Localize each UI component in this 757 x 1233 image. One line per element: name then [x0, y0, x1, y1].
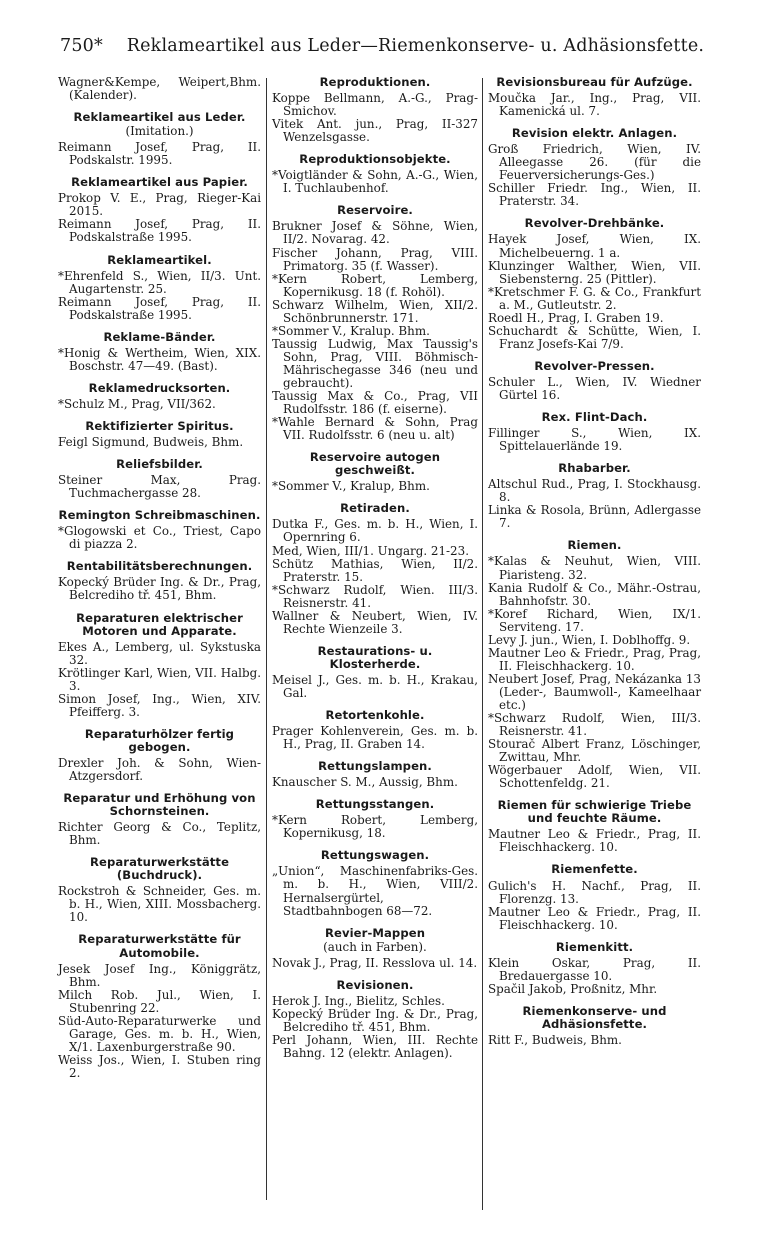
directory-entry: Gulich's H. Nachf., Prag, II. Florenzg. 13.	[488, 878, 701, 906]
section-heading: Riemenfette.	[551, 862, 638, 877]
directory-entry: Reimann Josef, Prag, II. Podskalstraße 1995.	[58, 294, 261, 322]
column-divider	[482, 78, 483, 1210]
section-heading: Rettungswagen.	[320, 848, 430, 863]
section-heading: Reproduktionen.	[319, 75, 431, 89]
directory-entry: Meisel J., Ges. m. b. H., Krakau, Gal.	[272, 672, 478, 700]
directory-entry: Taussig Max & Co., Prag, VII Rudolfsstr. 186 (f. eiserne).	[272, 389, 478, 417]
directory-entry: Prager Kohlenverein, Ges. m. b. H., Prag, II. Graben 14.	[272, 724, 478, 752]
directory-entry: Steiner Max, Prag. Tuchmachergasse 28.	[58, 473, 261, 501]
directory-entry: Fillinger S., Wien, IX. Spittelauerlände 19.	[488, 426, 701, 454]
section-heading: Remington Schreibmaschinen.	[58, 508, 261, 523]
directory-entry: Simon Josef, Ing., Wien, XIV. Pfeifferg. 3.	[58, 691, 261, 719]
directory-entry: „Union“, Maschinenfabriks-Ges. m. b. H., Wien, VIII/2. Hernalsergürtel, Stadtbahnbogen 68—72.	[272, 864, 478, 918]
directory-entry: Reimann Josef, Prag, II. Podskalstr. 1995.	[58, 140, 261, 168]
directory-entry: Feigl Sigmund, Budweis, Bhm.	[58, 435, 244, 450]
directory-entry: Jesek Josef Ing., Königgrätz, Bhm.	[58, 961, 261, 989]
directory-entry: *Kalas & Neuhut, Wien, VIII. Piaristeng. 32.	[488, 554, 701, 582]
directory-entry: Klein Oskar, Prag, II. Bredauergasse 10.	[488, 955, 701, 983]
directory-entry: *Kretschmer F. G. & Co., Frankfurt a. M., Gutleutstr. 2.	[488, 284, 701, 312]
section-heading: Reparaturwerkstätte für Automobile.	[78, 932, 241, 960]
column-2	[272, 76, 478, 1216]
directory-entry: *Kern Robert, Lemberg, Kopernikusg. 18 (f. Rohöl).	[272, 271, 478, 299]
directory-entry: Süd-Auto-Reparaturwerke und Garage, Ges. m. b. H., Wien, X/1. Laxenburgerstraße 90.	[58, 1013, 261, 1054]
section-subheading: (auch in Farben).	[323, 939, 427, 954]
section-heading: Reproduktionsobjekte.	[299, 152, 451, 167]
directory-entry: Richter Georg & Co., Teplitz, Bhm.	[58, 820, 261, 848]
section-heading: Revisionen.	[336, 977, 414, 992]
section-heading: Revisionsbureau für Aufzüge.	[496, 75, 693, 89]
directory-entry: Altschul Rud., Prag, I. Stockhausg. 8.	[488, 477, 701, 505]
section-heading: Revolver-Pressen.	[534, 358, 655, 373]
directory-entry: Schuchardt & Schütte, Wien, I. Franz Josefs-Kai 7/9.	[488, 323, 701, 351]
directory-entry: Linka & Rosola, Brünn, Adlergasse 7.	[488, 503, 701, 531]
directory-entry: Kopecký Brüder Ing. & Dr., Prag, Belcrediho tř. 451, Bhm.	[272, 1006, 478, 1034]
directory-entry: Brukner Josef & Söhne, Wien, II/2. Novarag. 42.	[272, 219, 478, 247]
directory-entry: Kopecký Brüder Ing. & Dr., Prag, Belcrediho tř. 451, Bhm.	[58, 575, 261, 603]
directory-entry: *Sommer V., Kralup. Bhm.	[272, 323, 430, 338]
section-heading: Revolver-Drehbänke.	[524, 216, 665, 231]
directory-entry: Wögerbauer Adolf, Wien, VII. Schottenfeldg. 21.	[488, 763, 701, 791]
directory-entry: *Honig & Wertheim, Wien, XIX. Boschstr. 47—49. (Bast).	[58, 345, 261, 373]
section-heading: Rex. Flint-Dach.	[541, 410, 648, 425]
directory-entry: *Koref Richard, Wien, IX/1. Serviteng. 17.	[488, 606, 701, 634]
directory-entry: Wallner & Neubert, Wien, IV. Rechte Wienzeile 3.	[272, 608, 478, 636]
directory-entry: Reimann Josef, Prag, II. Podskalstraße 1995.	[58, 217, 261, 245]
section-heading: Reparaturhölzer fertig gebogen.	[84, 726, 235, 754]
section-heading: Riemenkitt.	[555, 939, 634, 954]
directory-entry: Drexler Joh. & Sohn, Wien-Atzgersdorf.	[58, 755, 261, 784]
directory-entry: Schiller Friedr. Ing., Wien, II. Praterstr. 34.	[488, 181, 701, 209]
section-heading: Reklameartikel.	[107, 252, 212, 267]
directory-entry: Ekes A., Lemberg, ul. Sykstuska 32.	[58, 639, 261, 667]
directory-entry: Moučka Jar., Ing., Prag, VII. Kamenická ul. 7.	[488, 91, 701, 119]
section-heading: Revier-Mappen	[324, 925, 426, 940]
directory-entry: *Glogowski et Co., Triest, Capo di piazza 2.	[58, 524, 261, 552]
directory-entry: Fischer Johann, Prag, VIII. Primatorg. 35 (f. Wasser).	[272, 245, 478, 273]
section-heading: Rentabilitätsberechnungen.	[66, 559, 253, 574]
directory-entry: Mautner Leo & Friedr., Prag, Prag, II. Fleischhackerg. 10.	[488, 645, 701, 673]
section-heading: Reparatur und Erhöhung von Schornsteinen.	[63, 791, 256, 819]
page-title: Reklameartikel aus Leder—Riemenkonserve- u. Adhäsionsfette.	[126, 36, 705, 56]
directory-entry: Dutka F., Ges. m. b. H., Wien, I. Opernring 6.	[272, 517, 478, 545]
directory-entry: *Wahle Bernard & Sohn, Prag VII. Rudolfsstr. 6 (neu u. alt)	[272, 415, 478, 443]
section-heading: Reklame-Bänder.	[103, 329, 216, 344]
directory-entry: Schuler L., Wien, IV. Wiedner Gürtel 16.	[488, 374, 701, 402]
directory-entry: Herok J. Ing., Bielitz, Schles.	[272, 993, 445, 1008]
directory-entry: Prokop V. E., Prag, Rieger-Kai 2015.	[58, 191, 261, 219]
section-heading: Rettungsstangen.	[315, 797, 435, 812]
directory-entry: *Kern Robert, Lemberg, Kopernikusg, 18.	[272, 813, 478, 841]
directory-entry: Knauscher S. M., Aussig, Bhm.	[272, 775, 458, 790]
section-heading: Rhabarber.	[558, 461, 631, 476]
directory-entry: Hayek Josef, Wien, IX. Michelbeuerng. 1 a.	[488, 232, 701, 260]
directory-entry: *Schwarz Rudolf, Wien. III/3. Reisnerstr. 41.	[272, 582, 478, 610]
section-heading: Riemen für schwierige Triebe und feuchte Räume.	[497, 798, 692, 826]
directory-entry: Mautner Leo & Friedr., Prag, II. Fleischhackerg. 10.	[488, 904, 701, 932]
directory-entry: *Ehrenfeld S., Wien, II/3. Unt. Augartenstr. 25.	[58, 268, 261, 296]
directory-entry: Novak J., Prag, II. Resslova ul. 14.	[272, 955, 478, 970]
directory-entry: Levy J. jun., Wien, I. Doblhoffg. 9.	[488, 632, 691, 647]
directory-entry: Stourač Albert Franz, Löschinger, Zwittau, Mhr.	[488, 737, 701, 765]
section-heading: Rettungslampen.	[318, 759, 432, 774]
column-divider	[266, 78, 267, 1200]
directory-entry: Schütz Mathias, Wien, II/2. Praterstr. 15.	[272, 556, 478, 584]
section-heading: Reklamedrucksorten.	[88, 380, 231, 395]
directory-entry: Med, Wien, III/1. Ungarg. 21-23.	[272, 543, 469, 558]
directory-entry: Milch Rob. Jul., Wien, I. Stubenring 22.	[58, 987, 261, 1015]
directory-entry: Schwarz Wilhelm, Wien, XII/2. Schönbrunnerstr. 171.	[272, 297, 478, 325]
section-heading: Riemenkonserve- und Adhäsionsfette.	[522, 1003, 667, 1031]
directory-entry: Mautner Leo & Friedr., Prag, II. Fleischhackerg. 10.	[488, 827, 701, 855]
section-subheading: (Imitation.)	[125, 124, 194, 139]
section-heading: Reparaturen elektrischer Motoren und Apparate.	[76, 610, 243, 638]
column-3	[488, 76, 701, 1216]
section-heading: Retortenkohle.	[325, 708, 425, 723]
column-1	[58, 76, 261, 1216]
directory-entry: Perl Johann, Wien, III. Rechte Bahng. 12 (elektr. Anlagen).	[272, 1032, 478, 1060]
page-header	[60, 36, 705, 56]
directory-entry: Wagner&Kempe, Weipert,Bhm. (Kalender).	[58, 75, 261, 103]
section-heading: Retiraden.	[340, 501, 410, 516]
directory-entry: Klunzinger Walther, Wien, VII. Siebensterng. 25 (Pittler).	[488, 258, 701, 286]
section-heading: Rektifizierter Spiritus.	[85, 418, 234, 433]
directory-entry: *Schwarz Rudolf, Wien, III/3. Reisnerstr. 41.	[488, 711, 701, 739]
directory-entry: Roedl H., Prag, I. Graben 19.	[488, 310, 664, 325]
directory-entry: Ritt F., Budweis, Bhm.	[488, 1033, 622, 1047]
directory-entry: Koppe Bellmann, A.-G., Prag-Smichov.	[272, 91, 478, 119]
directory-entry: *Schulz M., Prag, VII/362.	[58, 396, 216, 411]
directory-entry: Taussig Ludwig, Max Taussig's Sohn, Prag, VIII. Böhmisch-Mährischegasse 346 (neu und gebraucht).	[272, 336, 478, 390]
directory-entry: Krötlinger Karl, Wien, VII. Halbg. 3.	[58, 665, 261, 693]
directory-entry: Rockstroh & Schneider, Ges. m. b. H., Wien, XIII. Mossbacherg. 10.	[58, 884, 261, 925]
directory-entry: Neubert Josef, Prag, Nekázanka 13 (Leder-, Baumwoll-, Kameelhaar etc.)	[488, 671, 701, 712]
section-heading: Reservoire.	[337, 203, 413, 218]
directory-entry: Spačil Jakob, Proßnitz, Mhr.	[488, 981, 658, 996]
section-heading: Restaurations- u. Klosterherde.	[317, 643, 433, 671]
directory-entry: Weiss Jos., Wien, I. Stuben ring 2.	[58, 1052, 261, 1080]
directory-entry: *Voigtländer & Sohn, A.-G., Wien, I. Tuchlaubenhof.	[272, 168, 478, 196]
section-heading: Reservoire autogen geschweißt.	[309, 450, 441, 478]
section-heading: Riemen.	[567, 538, 622, 553]
section-heading: Reliefsbilder.	[116, 457, 203, 472]
directory-entry: Kania Rudolf & Co., Mähr.-Ostrau, Bahnhofstr. 30.	[488, 580, 701, 608]
section-heading: Reklameartikel aus Leder.	[73, 110, 246, 125]
page-number: 750*	[60, 36, 103, 56]
directory-entry: Groß Friedrich, Wien, IV. Alleegasse 26. (für die Feuerversicherungs-Ges.)	[488, 142, 701, 183]
directory-entry: *Sommer V., Kralup, Bhm.	[272, 479, 430, 494]
directory-entry: Vitek Ant. jun., Prag, II-327 Wenzelsgasse.	[272, 117, 478, 145]
section-heading: Reparaturwerkstätte (Buchdruck).	[89, 855, 230, 883]
section-heading: Revision elektr. Anlagen.	[511, 126, 678, 141]
section-heading: Reklameartikel aus Papier.	[71, 175, 248, 190]
